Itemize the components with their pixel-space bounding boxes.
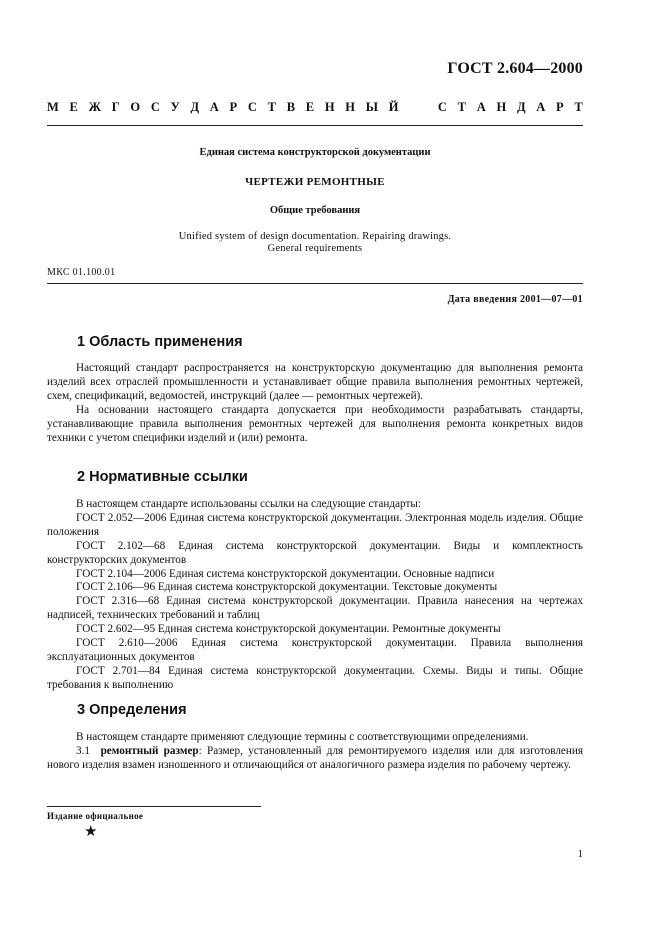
interstate-letter: Р — [229, 100, 238, 114]
gost-number: ГОСТ 2.604—2000 — [447, 60, 583, 77]
section-1-body — [47, 362, 583, 445]
document-title: ЧЕРТЕЖИ РЕМОНТНЫЕ — [245, 176, 385, 188]
interstate-letter: С — [150, 100, 160, 114]
interstate-letter: С — [247, 100, 257, 114]
interstate-letter: Й — [388, 100, 399, 114]
reference-item: ГОСТ 2.104—2006 Единая система конструкторской документации. Основные надписи — [76, 567, 495, 580]
footer-divider — [47, 806, 261, 807]
section-2-title: 2 Нормативные ссылки — [77, 469, 248, 485]
standard-letter: С — [437, 100, 447, 114]
interstate-letter: Н — [324, 100, 335, 114]
interstate-letter: О — [130, 100, 141, 114]
definition-text: : Размер, установленный для ремонтируемого изделия или для изготовления нового изделия взамен изношенного и отличающийся от аналогичного размера изделия по рабочему чертежу. — [47, 744, 584, 771]
interstate-letter: Д — [190, 100, 200, 114]
standard-letter: Д — [516, 100, 526, 114]
english-title-line1: Unified system of design documentation. Repairing drawings. — [178, 231, 452, 242]
reference-item: ГОСТ 2.102—68 Единая система конструкторской документации. Виды и комплектность конструкторских документов — [47, 539, 583, 566]
reference-item: ГОСТ 2.610—2006 Единая система конструкторской документации. Правила выполнения эксплуатационных документов — [47, 637, 583, 663]
introduction-date: Дата введения 2001—07—01 — [447, 294, 583, 305]
definition-term: ремонтный размер — [100, 744, 199, 757]
mks-divider — [47, 283, 583, 284]
reference-item: ГОСТ 2.316—68 Единая система конструкторской документации. Правила нанесения на чертежах надписей, технических требований и таблиц — [47, 595, 583, 622]
reference-item: ГОСТ 2.701—84 Единая система конструкторской документации. Схемы. Виды и типы. Общие требования к выполнению — [47, 664, 583, 691]
interstate-letter: Ж — [88, 100, 101, 114]
english-title — [47, 231, 583, 255]
standard-letter: Т — [457, 100, 467, 114]
standard-letter: А — [476, 100, 486, 114]
definition-number: 3.1 — [76, 744, 90, 757]
interstate-letter: Е — [69, 100, 78, 114]
word-gap — [409, 100, 427, 115]
interstate-letter: Н — [345, 100, 356, 114]
section-1-paragraph-2: На основании настоящего стандарта допускается при необходимости разрабатывать стандарты, устанавливающие правила выполнения ремонтных чертежей для выполнения ремонта конкретных видов техники с учетом специфики изделий и (или) ремонта. — [47, 403, 583, 444]
section-2-body — [47, 498, 583, 693]
interstate-letter: А — [209, 100, 219, 114]
header-divider — [47, 125, 583, 126]
section-3-intro: В настоящем стандарте применяют следующие термины с соответствующими определениями. — [76, 731, 529, 743]
interstate-letter: В — [286, 100, 296, 114]
standard-letter: А — [536, 100, 546, 114]
interstate-letter: Т — [267, 100, 276, 114]
edition-label: Издание официальное — [47, 811, 144, 821]
reference-item: ГОСТ 2.106—96 Единая система конструкторской документации. Текстовые документы — [76, 581, 498, 594]
section-1-title: 1 Область применения — [77, 334, 243, 350]
interstate-letter: Ы — [365, 100, 379, 114]
reference-item: ГОСТ 2.052—2006 Единая система конструкторской документации. Электронная модель изделия. Общие положения — [47, 511, 583, 538]
section-1-paragraph-1: Настоящий стандарт распространяется на конструкторскую документацию для выполнения ремонта изделий всех отраслей промышленности и устанавливает общие правила выполнения ремонтных чертежей, схем, спецификаций, ведомостей, инструкций (далее — ремонтных чертежей). — [47, 362, 583, 402]
section-3-body — [47, 731, 583, 773]
interstate-letter: У — [170, 100, 180, 114]
definition-3-1 — [47, 745, 583, 773]
standard-letter: Р — [556, 100, 564, 114]
document-subtitle: Общие требования — [269, 205, 361, 216]
system-name: Единая система конструкторской документации — [199, 147, 431, 158]
interstate-letter: Г — [111, 100, 120, 114]
page-number: 1 — [577, 848, 583, 860]
star-icon: ★ — [84, 824, 98, 840]
interstate-standard-heading — [47, 100, 583, 115]
reference-item: ГОСТ 2.602—95 Единая система конструкторской документации. Ремонтные документы — [76, 623, 501, 636]
mks-code: МКС 01.100.01 — [47, 267, 116, 278]
section-2-intro: В настоящем стандарте использованы ссылки на следующие стандарты: — [76, 498, 421, 510]
standard-letter: Т — [574, 100, 583, 114]
english-title-line2: General requirements — [267, 243, 363, 254]
interstate-letter: Е — [305, 100, 315, 114]
standard-letter: Н — [496, 100, 507, 114]
interstate-letter: М — [47, 100, 59, 114]
section-3-title: 3 Определения — [77, 702, 187, 718]
